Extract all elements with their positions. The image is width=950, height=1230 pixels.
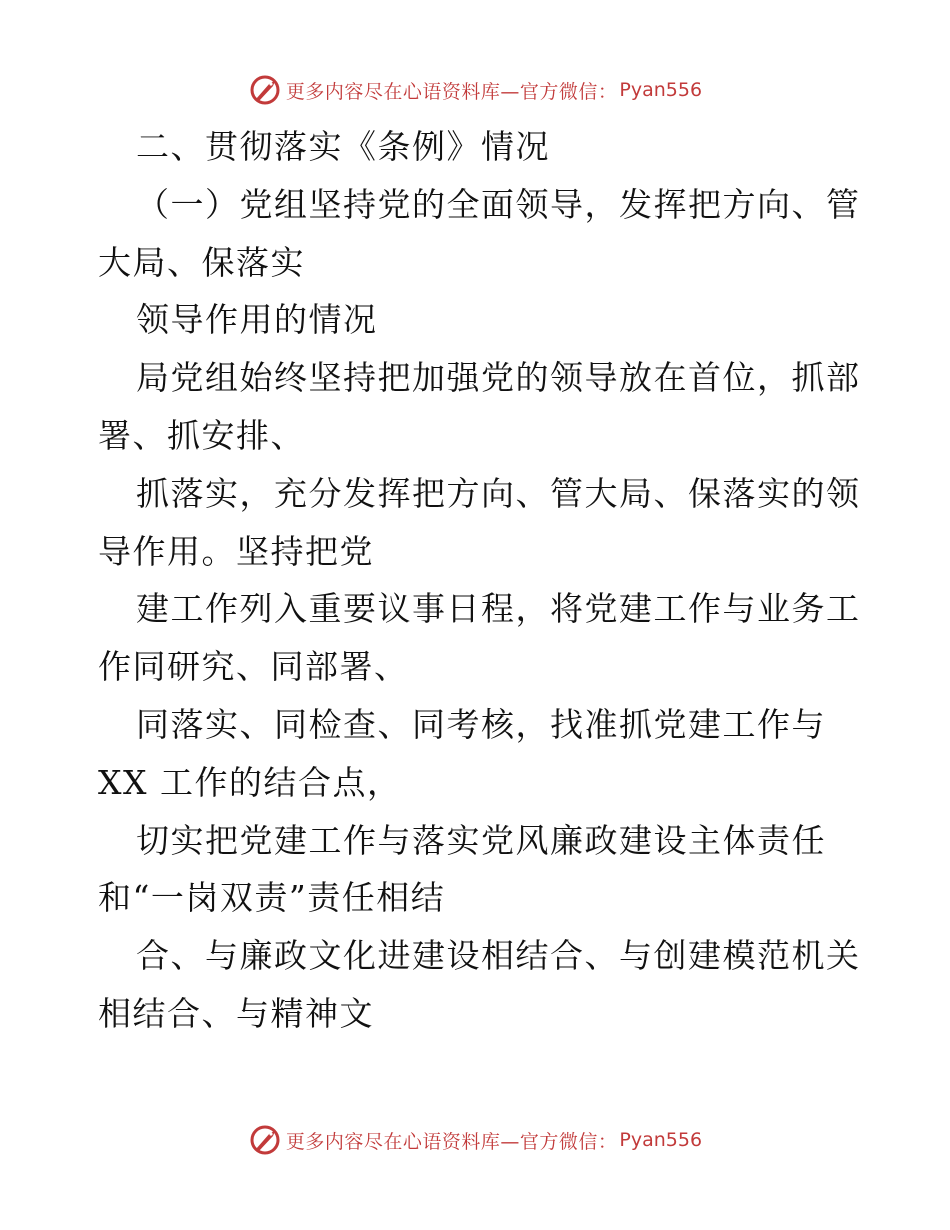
footer-watermark: [0, 1120, 950, 1160]
text-line: 合、与廉政文化进建设相结合、与创建模范机关: [136, 936, 861, 976]
pen-nib-logo-icon: [248, 73, 282, 107]
text-line: 作同研究、同部署、: [98, 647, 409, 687]
pen-nib-logo-icon: [248, 1123, 282, 1157]
text-line: 导作用。坚持把党: [98, 531, 374, 571]
watermark-wechat-id: Pyan556: [619, 1129, 703, 1151]
text-line: 建工作列入重要议事日程，将党建工作与业务工: [136, 589, 861, 629]
text-line: 同落实、同检查、同考核，找准抓党建工作与: [136, 704, 826, 744]
text-line: （一）党组坚持党的全面领导，发挥把方向、管: [136, 184, 861, 224]
text-line: 领导作用的情况: [136, 300, 378, 340]
text-line: 和“一岗双责”责任相结: [98, 878, 446, 918]
text-line: 切实把党建工作与落实党风廉政建设主体责任: [136, 820, 826, 860]
text-line: XX 工作的结合点，: [98, 762, 402, 802]
text-line: 局党组始终坚持把加强党的领导放在首位，抓部: [136, 358, 861, 398]
text-line: 抓落实，充分发挥把方向、管大局、保落实的领: [136, 473, 861, 513]
watermark-text: 更多内容尽在心语资料库—官方微信：: [285, 1130, 618, 1153]
text-line: 相结合、与精神文: [98, 993, 374, 1033]
text-line: 大局、保落实: [98, 242, 305, 282]
watermark-text: 更多内容尽在心语资料库—官方微信：: [285, 80, 618, 103]
text-line: 二、贯彻落实《条例》情况: [136, 127, 550, 166]
text-line: 署、抓安排、: [98, 415, 305, 455]
header-watermark: [0, 70, 950, 110]
document-body: [98, 118, 861, 1043]
watermark-wechat-id: Pyan556: [619, 79, 703, 101]
